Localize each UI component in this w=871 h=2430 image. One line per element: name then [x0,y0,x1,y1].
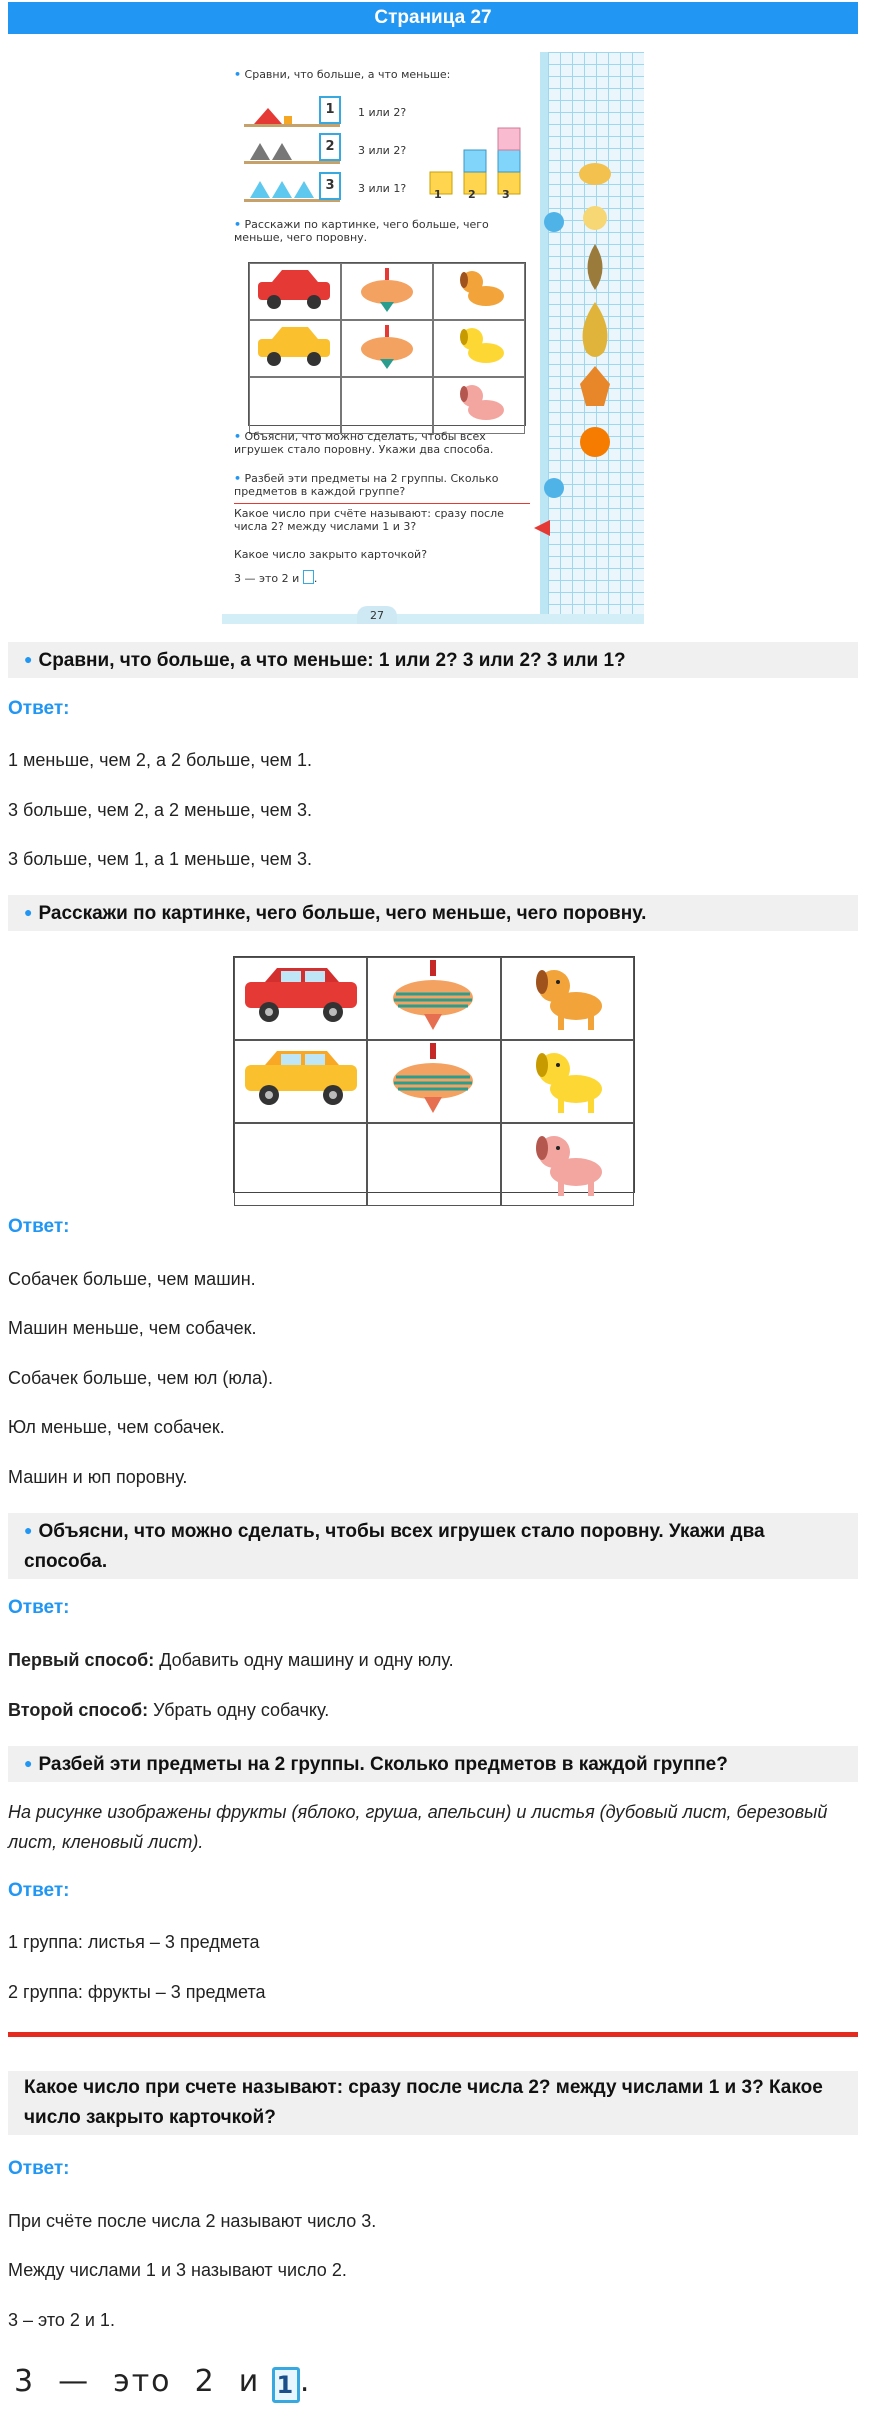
question-explain [8,1513,858,1579]
answer-line: 1 группа: листья – 3 предмета [8,1932,260,1952]
book-task-story-text: Расскажи по картинке, чего больше, чего меньше, чего поровну. [234,218,489,244]
book-dog-yellow-icon [433,320,525,377]
page-title: Страница 27 [8,2,858,34]
book-toy-table [248,262,526,426]
question-count [8,2071,858,2135]
section-divider [8,2032,858,2037]
book-task-card-equation: 3 — это 2 и . [234,572,318,585]
question-count-text: Какое число при счете называют: сразу после числа 2? между числами 1 и 3? Какое число закрыто карточкой? [24,2077,823,2128]
answer-way-1 [8,1645,858,1675]
textbook-page-image [222,52,644,624]
red-triangle-icon [252,106,292,126]
way-1-text: Добавить одну машину и одну юлу. [154,1650,454,1670]
answer-label-3: Ответ: [8,1597,70,1618]
book-empty-cell [249,377,341,434]
shelf-1 [244,124,340,127]
answer-line: 3 – это 2 и 1. [8,2310,115,2330]
compare-3: 3 или 1? [358,182,407,195]
card-equation [14,2364,311,2403]
card-equation-end: . [299,2364,312,2399]
book-divider [234,503,530,504]
bullet-icon: ● [24,904,33,920]
book-task-count: Какое число при счёте называют: сразу после числа 2? между числами 1 и 3? [234,507,504,533]
answer-label-5: Ответ: [8,2158,70,2179]
answer-label-4: Ответ: [8,1880,70,1901]
answer-line: Между числами 1 и 3 называют число 2. [8,2260,347,2280]
compare-1: 1 или 2? [358,106,407,119]
way-1-label: Первый способ: [8,1650,155,1670]
book-car-red-icon [249,263,341,320]
book-task-compare: • Сравни, что больше, а что меньше: [234,68,451,81]
answer-line: Собачек больше, чем машин. [8,1269,256,1289]
answer-line: При счёте после числа 2 называют число 3. [8,2211,377,2231]
question-story-text: Расскажи по картинке, чего больше, чего меньше, чего поровну. [38,903,647,924]
card-equation-text: 3 — это 2 и [14,2364,261,2399]
book-top-icon-2 [341,320,433,377]
bullet-icon: ● [24,1755,33,1771]
number-card-3: 3 [319,172,341,200]
bullet-icon: ● [24,1522,33,1538]
cube-label-3: 3 [502,188,510,201]
book-bottom-strip [222,614,644,624]
book-task-groups-text: Разбей эти предметы на 2 группы. Сколько предметов в каждой группе? [234,472,499,498]
spinning-top-icon-2 [367,1040,500,1123]
question-groups-text: Разбей эти предметы на 2 группы. Сколько предметов в каждой группе? [38,1754,728,1775]
answer-line: Машин меньше, чем собачек. [8,1318,257,1338]
shelf-2 [244,161,340,164]
snowflake-icon [542,210,566,234]
answer-line: 3 больше, чем 2, а 2 меньше, чем 3. [8,800,313,820]
car-red-icon [234,957,367,1040]
answer-line: 2 группа: фрукты – 3 предмета [8,1982,266,2002]
book-top-icon [341,263,433,320]
book-car-yellow-icon [249,320,341,377]
way-2-label: Второй способ: [8,1700,149,1720]
bullet-icon: ● [24,651,33,667]
number-card-1: 1 [319,96,341,124]
dog-orange-icon [501,957,634,1040]
book-task-story: • Расскажи по картинке, чего больше, чего меньше, чего поровну. [234,218,489,244]
dog-yellow-icon [501,1040,634,1123]
book-hidden-card [303,570,314,584]
dog-pink-icon [501,1123,634,1206]
number-card: 1 [272,2367,300,2403]
answer-line: Машин и юп поровну. [8,1467,188,1487]
number-card-2: 2 [319,133,341,161]
red-flag-icon [530,518,552,538]
question-compare-text: Сравни, что больше, а что меньше: 1 или 2? 3 или 2? 3 или 1? [38,650,626,671]
book-task-compare-text: Сравни, что больше, а что меньше: [244,68,451,81]
book-dog-pink-icon [433,377,525,434]
question-explain-text: Объясни, что можно сделать, чтобы всех игрушек стало поровну. Укажи два способа. [24,1521,765,1572]
spinning-top-icon [367,957,500,1040]
grey-triangles-icon [248,140,320,162]
question-compare [8,642,858,678]
book-task-card: Какое число закрыто карточкой? [234,548,428,561]
cube-label-1: 1 [434,188,442,201]
compare-2: 3 или 2? [358,144,407,157]
toy-table-image [233,956,635,1193]
answer-label-1: Ответ: [8,698,70,719]
empty-cell [234,1123,367,1206]
groups-note: На рисунке изображены фрукты (яблоко, груша, апельсин) и листья (дубовый лист, березовый лист, кленовый лист). [8,1802,828,1852]
book-task-explain: • Объясни, что можно сделать, чтобы всех игрушек стало поровну. Укажи два способа. [234,430,494,456]
answer-line: 1 меньше, чем 2, а 2 больше, чем 1. [8,750,313,770]
car-yellow-icon [234,1040,367,1123]
question-story [8,895,858,931]
book-empty-cell-2 [341,377,433,434]
answer-label-2: Ответ: [8,1216,70,1237]
book-task-explain-text: Объясни, что можно сделать, чтобы всех игрушек стало поровну. Укажи два способа. [234,430,494,456]
blue-triangles-icon [248,178,320,200]
answer-line: 3 больше, чем 1, а 1 меньше, чем 3. [8,849,313,869]
answer-way-2 [8,1695,858,1725]
way-2-text: Убрать одну собачку. [148,1700,330,1720]
book-page-number: 27 [357,606,397,624]
question-groups [8,1746,858,1782]
cube-label-2: 2 [468,188,476,201]
leaves-fruits-icons [570,152,620,512]
empty-cell [367,1123,500,1206]
book-task-groups: • Разбей эти предметы на 2 группы. Сколько предметов в каждой группе? [234,472,499,498]
book-dog-orange-icon [433,263,525,320]
answer-line: Юл меньше, чем собачек. [8,1417,225,1437]
blue-circle-icon [542,476,566,500]
answer-line: Собачек больше, чем юл (юла). [8,1368,274,1388]
book-card-eq-text: 3 — это 2 и [234,572,300,585]
